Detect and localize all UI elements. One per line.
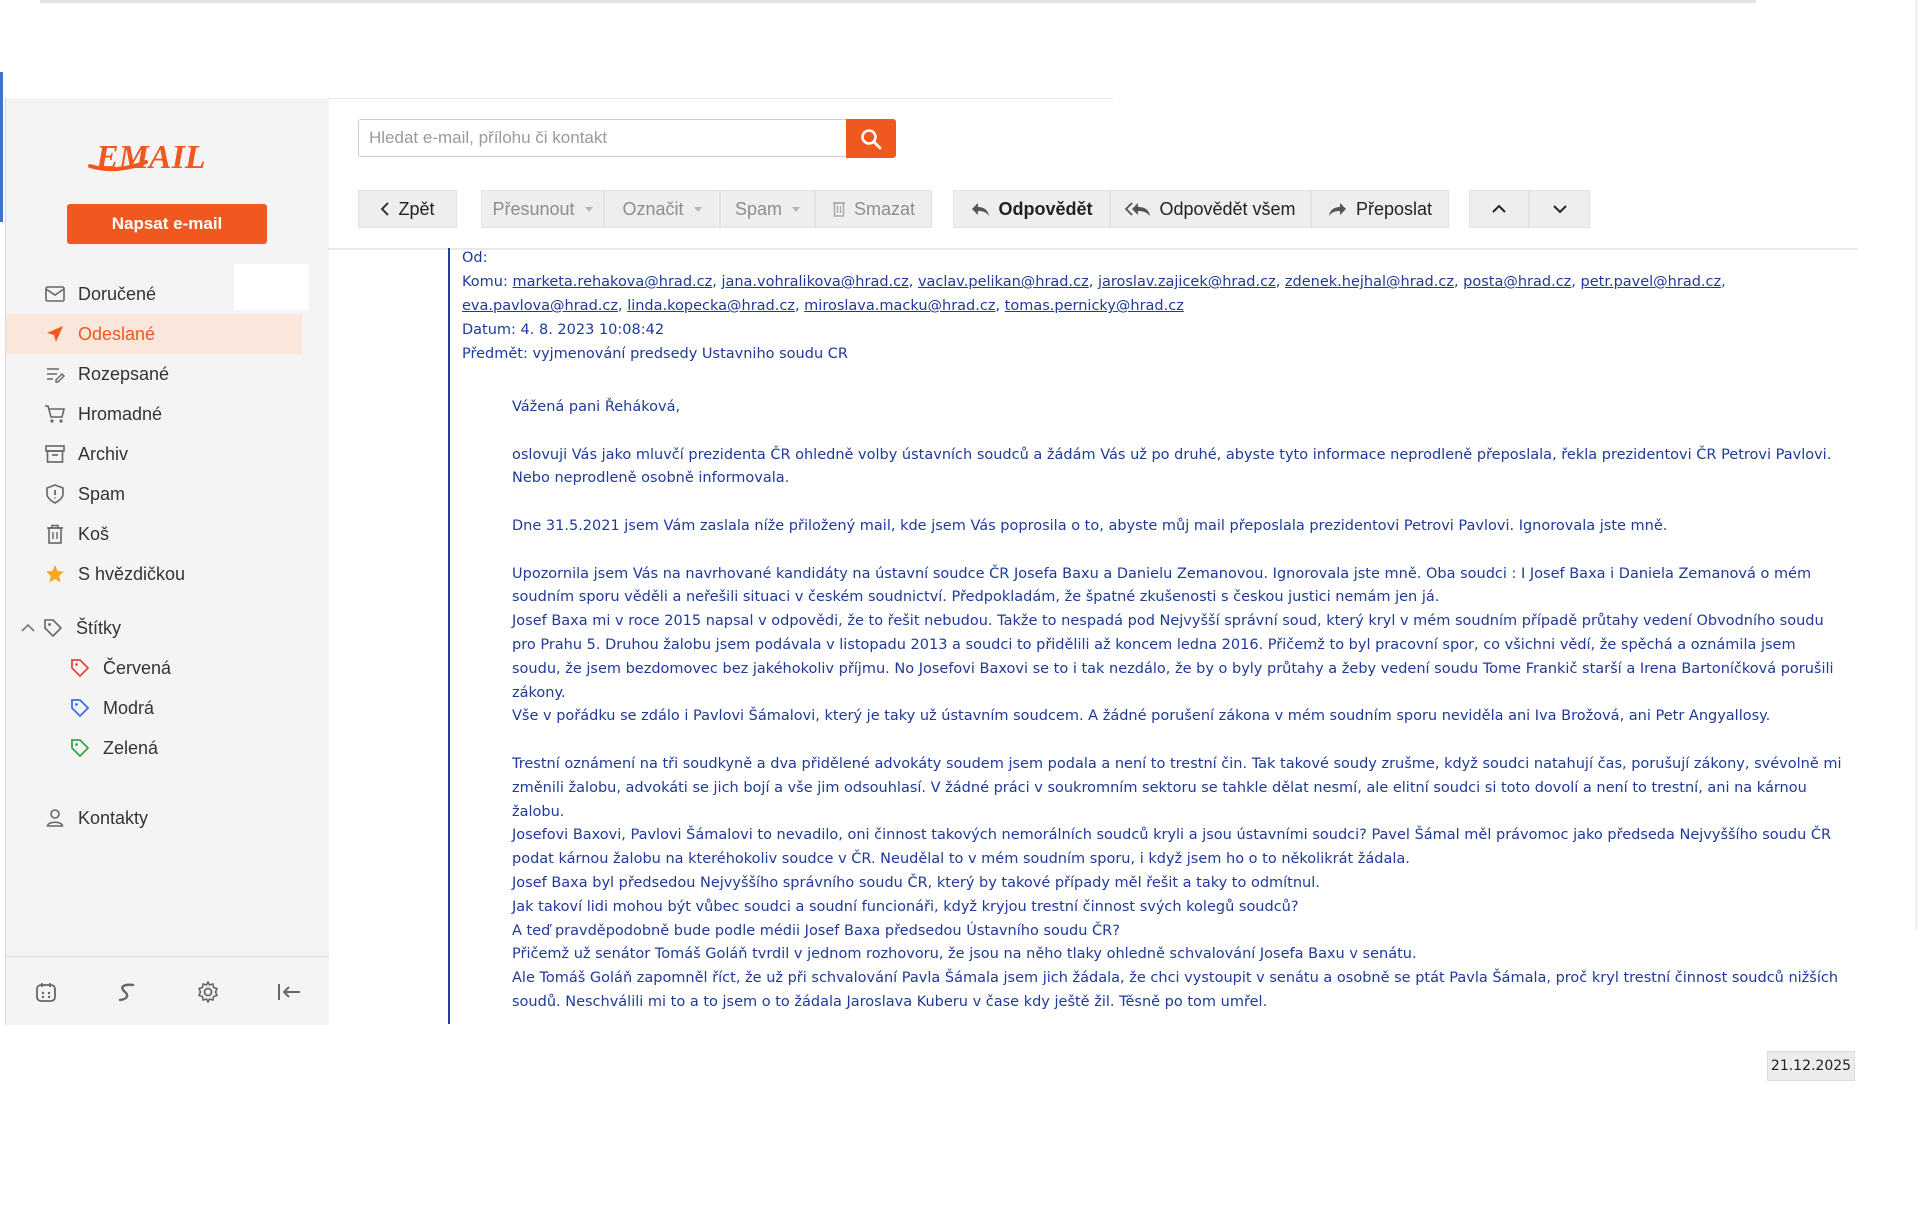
reply-all-button[interactable] bbox=[1110, 190, 1311, 228]
label-item-red[interactable] bbox=[6, 648, 329, 688]
forward-icon bbox=[1328, 201, 1348, 217]
tag-red-icon bbox=[69, 657, 91, 679]
inbox-icon bbox=[44, 283, 66, 305]
body-paragraph: Vše v pořádku se zdálo i Pavlovi Šámalovi, který je taky už ústavním soudcem. A žádné porušení zákona v mém soudním sporu neviděla ani Iva Brožová, ani Petr Angyallosy. bbox=[512, 708, 1771, 725]
draft-icon bbox=[44, 363, 66, 385]
spacer bbox=[6, 768, 329, 798]
sidebar-item-inbox[interactable] bbox=[6, 274, 329, 314]
recipient-link[interactable]: eva.pavlova@hrad.cz bbox=[462, 298, 618, 314]
delete-label: Smazat bbox=[853, 198, 916, 219]
mark-button[interactable] bbox=[604, 190, 720, 228]
body-paragraph: Josefovi Baxovi, Pavlovi Šámalovi to nevadilo, oni činnost takových nemorálních soudců kryli a jsou ústavními soudci? Pavel Šámal měl právomoc jako předseda Nejvyššího soudu ČR podat kárnou žalobu na kteréhokoliv soudce v ČR. Neudělal to v mém soudním sporu, i když jsem ho o to několikrát žádala. bbox=[512, 827, 1832, 868]
recipient-link[interactable]: vaclav.pelikan@hrad.cz bbox=[917, 274, 1089, 290]
date-stamp: 21.12.2025 bbox=[1767, 1051, 1855, 1081]
recipient-link[interactable]: jaroslav.zajicek@hrad.cz bbox=[1097, 274, 1276, 290]
recipient-link[interactable]: miroslava.macku@hrad.cz bbox=[804, 298, 996, 314]
move-label: Přesunout bbox=[492, 198, 575, 219]
date-line: Datum: 4. 8. 2023 10:08:42 bbox=[462, 322, 665, 338]
sidebar-item-drafts[interactable] bbox=[6, 354, 329, 394]
chevron-left-icon bbox=[380, 201, 390, 217]
reply-icon bbox=[970, 201, 990, 217]
sidebar-item-starred[interactable] bbox=[6, 554, 329, 594]
shield-icon bbox=[44, 483, 66, 505]
labels-section bbox=[6, 608, 329, 838]
recipient-link[interactable]: linda.kopecka@hrad.cz bbox=[627, 298, 795, 314]
header-divider bbox=[328, 98, 1113, 99]
gear-icon[interactable] bbox=[194, 978, 222, 1006]
person-icon bbox=[44, 807, 66, 829]
message-meta bbox=[462, 246, 1782, 366]
tag-icon bbox=[42, 617, 64, 639]
sidebar-item-label: Odeslané bbox=[78, 323, 156, 344]
quote-bar bbox=[448, 248, 450, 1024]
body-paragraph: Jak takoví lidi mohou být vůbec soudci a soudní funcionáři, když kryjou trestní činnost svých kolegů soudců? bbox=[512, 898, 1299, 915]
sidebar-item-label: Koš bbox=[78, 523, 110, 544]
sidebar-item-archive[interactable] bbox=[6, 434, 329, 474]
forward-button[interactable] bbox=[1311, 190, 1449, 228]
paragraph-gap bbox=[512, 539, 1842, 563]
tag-green-icon bbox=[69, 737, 91, 759]
label-name: Modrá bbox=[103, 697, 155, 718]
label-item-green[interactable] bbox=[6, 728, 329, 768]
previous-message-button[interactable] bbox=[1469, 190, 1529, 228]
tag-blue-icon bbox=[69, 697, 91, 719]
reply-all-label: Odpovědět všem bbox=[1159, 198, 1296, 219]
paragraph-gap bbox=[512, 729, 1842, 753]
paragraph-gap bbox=[512, 420, 1842, 444]
send-icon bbox=[44, 323, 66, 345]
reply-all-icon bbox=[1125, 201, 1151, 217]
recipients-line-1: marketa.rehakova@hrad.cz, jana.vohralikova@hrad.cz, vaclav.pelikan@hrad.cz, jaroslav.zajicek@hrad.cz, zdenek.hejhal@hrad.cz, posta@hrad.cz, petr.pavel@hrad.cz, bbox=[512, 274, 1726, 290]
to-label: Komu: bbox=[462, 274, 508, 290]
sidebar-item-trash[interactable] bbox=[6, 514, 329, 554]
label-name: Červená bbox=[103, 657, 172, 678]
body-paragraph: Přičemž už senátor Tomáš Goláň tvrdil v jednom rozhovoru, že jsou na něho tlaky ohledně schvalování Josefa Baxu v senátu. bbox=[512, 946, 1417, 963]
calendar-icon[interactable] bbox=[32, 978, 60, 1006]
mark-label: Označit bbox=[622, 198, 684, 219]
body-paragraph: A teď pravděpodobně bude podle médii Josef Baxa předsedou Ústavního soudu ČR? bbox=[512, 922, 1120, 939]
sidebar-item-label: Kontakty bbox=[78, 807, 149, 828]
next-message-button[interactable] bbox=[1529, 190, 1590, 228]
recipient-link[interactable]: tomas.pernicky@hrad.cz bbox=[1004, 298, 1184, 314]
folder-list bbox=[6, 274, 329, 594]
sidebar-item-contacts[interactable] bbox=[6, 798, 329, 838]
reply-button[interactable] bbox=[953, 190, 1110, 228]
chevron-down-icon bbox=[1552, 204, 1568, 214]
sidebar-item-label: Archiv bbox=[78, 443, 129, 464]
search-icon bbox=[860, 128, 882, 150]
body-paragraph: Upozornila jsem Vás na navrhované kandidáty na ústavní soudce ČR Josefa Baxu a Danielu Zemanovou. Ignorovala jste mně. Oba soudci : I Josef Baxa i Daniela Zemanová o mém soudním sporu věděli a neřešili situaci v českém soudnictví. Předpokladám, že špatné zkušenosti s českou justici nemám jen já. bbox=[512, 565, 1812, 606]
from-label: Od: bbox=[462, 250, 488, 266]
trash-icon bbox=[44, 523, 66, 545]
cart-icon bbox=[44, 403, 66, 425]
sidebar bbox=[5, 98, 329, 1025]
recipient-link[interactable]: petr.pavel@hrad.cz bbox=[1580, 274, 1722, 290]
move-button[interactable] bbox=[481, 190, 604, 228]
star-icon bbox=[44, 563, 66, 585]
sidebar-item-label: S hvězdičkou bbox=[78, 563, 186, 584]
reply-label: Odpovědět bbox=[998, 198, 1093, 219]
caret-down-icon bbox=[792, 207, 800, 212]
chevron-up-icon bbox=[1491, 204, 1507, 214]
seznam-logo-icon[interactable] bbox=[113, 978, 141, 1006]
forward-label: Přeposlat bbox=[1355, 198, 1433, 219]
search-input[interactable] bbox=[358, 119, 846, 157]
spam-label: Spam bbox=[734, 198, 783, 219]
caret-down-icon bbox=[585, 207, 593, 212]
caret-down-icon bbox=[694, 207, 702, 212]
recipient-link[interactable]: jana.vohralikova@hrad.cz bbox=[721, 274, 909, 290]
sidebar-item-label: Doručené bbox=[78, 283, 157, 304]
spam-button[interactable] bbox=[720, 190, 815, 228]
sidebar-item-label: Hromadné bbox=[78, 403, 163, 424]
recipient-link[interactable]: zdenek.hejhal@hrad.cz bbox=[1284, 274, 1454, 290]
body-paragraph: oslovuji Vás jako mluvčí prezidenta ČR ohledně volby ústavních soudců a žádám Vás už po druhé, abyste tyto informace neprodleně přeposlala, řekla prezidentovi ČR Petrovi Pavlovi. Nebo neprodleně osobně informovala. bbox=[512, 446, 1832, 487]
email-logo[interactable] bbox=[86, 134, 258, 182]
sidebar-item-spam[interactable] bbox=[6, 474, 329, 514]
label-name: Zelená bbox=[103, 737, 159, 758]
labels-title: Štítky bbox=[76, 617, 122, 638]
chevron-up-icon[interactable] bbox=[20, 617, 36, 639]
collapse-sidebar-icon[interactable] bbox=[275, 978, 303, 1006]
compose-button[interactable]: Napsat e-mail bbox=[67, 204, 267, 244]
message-body bbox=[512, 396, 1842, 1015]
back-label: Zpět bbox=[398, 198, 435, 219]
body-paragraph: Josef Baxa byl předsedou Nejvyššího správního soudu ČR, který by takové případy měl řešit a taky to odmítnul. bbox=[512, 874, 1320, 891]
scrollbar-track[interactable] bbox=[1915, 0, 1918, 930]
sidebar-item-label: Rozepsané bbox=[78, 363, 170, 384]
recipient-link[interactable]: posta@hrad.cz bbox=[1463, 274, 1572, 290]
sidebar-item-bulk[interactable] bbox=[6, 394, 329, 434]
label-item-blue[interactable] bbox=[6, 688, 329, 728]
sidebar-item-sent[interactable] bbox=[6, 314, 302, 354]
body-paragraph: Dne 31.5.2021 jsem Vám zaslala níže přiložený mail, kde jsem Vás poprosila o to, abyste můj mail přeposlala prezidentovi Petrovi Pavlovi. Ignorovala jste mně. bbox=[512, 517, 1668, 534]
subject-line: Předmět: vyjmenování predsedy Ustavniho soudu CR bbox=[462, 346, 848, 362]
sidebar-item-label: Spam bbox=[78, 483, 126, 504]
to-line bbox=[462, 270, 1782, 294]
sidebar-footer bbox=[6, 956, 329, 1026]
recipient-link[interactable]: marketa.rehakova@hrad.cz bbox=[512, 274, 713, 290]
archive-icon bbox=[44, 443, 66, 465]
labels-header[interactable] bbox=[6, 608, 329, 648]
body-paragraph: Trestní oznámení na tři soudkyně a dva přidělené advokáty soudem jsem podala a není to trestní čin. Tak takové soudy zrušme, když soudci natahují čas, porušují zákony, svévolně mi změnili žalobu, advokáti se jich bojí a vše jim odsouhlasí. V žádné práci v soukromním sektoru se tahkle dělat nesmí, ale elitní soudci si toto dovolí a není to trestní, ani na kárnou žalobu. bbox=[512, 755, 1842, 820]
svg-text:EMAIL: EMAIL bbox=[96, 139, 206, 176]
trash-icon bbox=[832, 200, 846, 218]
top-divider bbox=[40, 0, 1756, 3]
recipients-line-2: eva.pavlova@hrad.cz, linda.kopecka@hrad.cz, miroslava.macku@hrad.cz, tomas.pernicky@hrad.cz bbox=[462, 298, 1184, 314]
delete-button[interactable] bbox=[815, 190, 932, 228]
paragraph-gap bbox=[512, 491, 1842, 515]
body-paragraph: Josef Baxa mi v roce 2015 napsal v odpovědi, že to řešit nebudou. Takže to nespadá pod Nejvyšší správní soud, který kryl v mém soudním případě průtahy vedení Obvodního soudu pro Prahu 5. Druhou žalobu jsem podávala v listopadu 2013 a soudci to přidělili až koncem ledna 2016. Přičemž to byl pracovní spor, co všichni vědí, že spěchá a oznámila jsem soudu, že jsem bezdomovec bez jakéhokoliv příjmu. No Josefovi Baxovi se to i tak nezdálo, že by o byly průtahy a žeby vedení soudu Tome Frankič starší a Irena Bartoníčková porušili zákony. bbox=[512, 613, 1834, 701]
greeting: Vážená pani Řeháková, bbox=[512, 399, 681, 415]
back-button[interactable] bbox=[358, 190, 457, 228]
window-edge bbox=[0, 72, 3, 222]
body-paragraph: Ale Tomáš Goláň zapomněl říct, že už při schvalování Pavla Šámala jsem jich žádala, že chci vystoupit v senátu a osobně se ptát Pavla Šámala, proč kryl trestní činnost soudců nižších soudů. Neschválili mi to a to jsem o to žádala Jaroslava Kuberu v čase kdy ještě žil. Těsně po tom umřel. bbox=[512, 970, 1839, 1010]
from-line bbox=[462, 246, 1782, 270]
search-button[interactable] bbox=[846, 119, 896, 158]
